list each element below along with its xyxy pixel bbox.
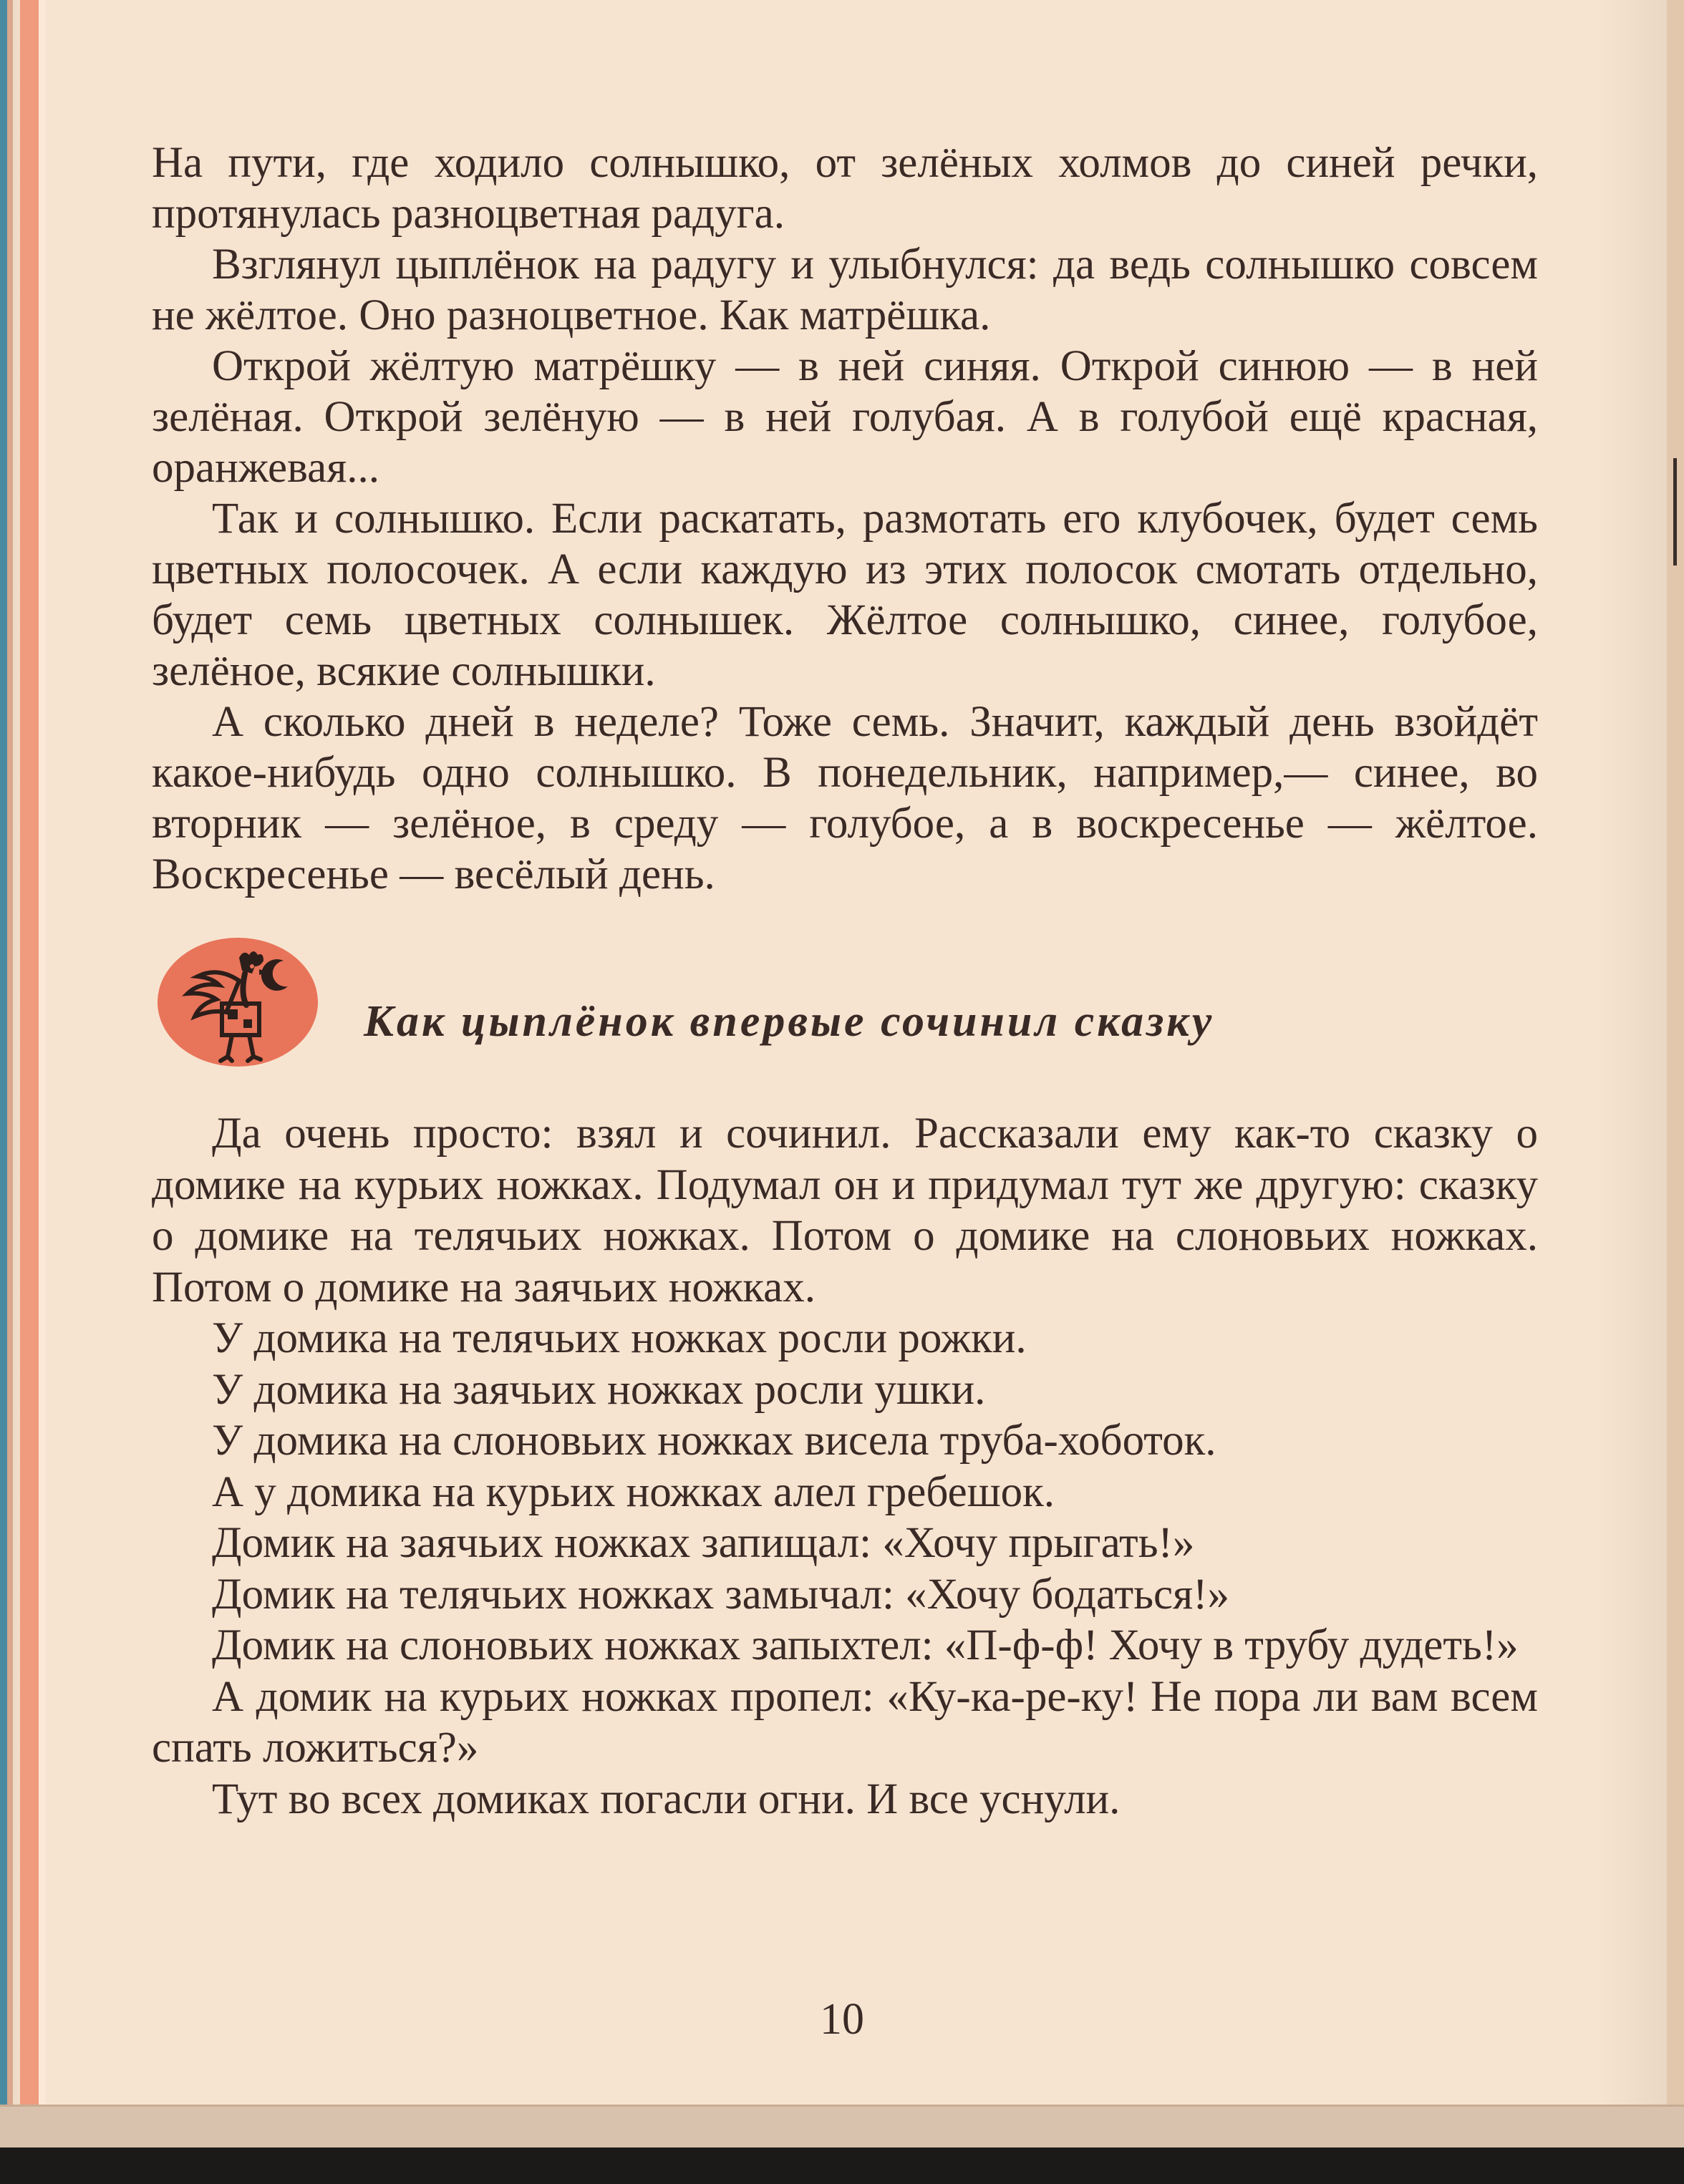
left-red-border — [20, 0, 39, 2119]
paragraph: Открой жёлтую матрёшку — в ней синяя. Открой синюю — в ней зелёная. Открой зелёную — в ней голубая. А в голубой ещё красная, оранжевая... — [152, 342, 1538, 492]
background-edge — [0, 2147, 1684, 2184]
section-2-heading: Как цыплёнок впервые сочинил сказку — [364, 997, 1215, 1046]
paragraph: А сколько дней в неделе? Тоже семь. Значит, каждый день взойдёт какое-нибудь одно солнышко. В понедельник, например,— синее, во вторник — зелёное, в среду — голубое, а в воскресенье — жёлтое. Воскресенье — весёлый день. — [152, 698, 1538, 898]
rooster-house-icon — [153, 931, 322, 1074]
paragraph: А домик на курьих ножках пропел: «Ку-ка-ре-ку! Не пора ли вам всем спать ложиться?» — [152, 1672, 1538, 1772]
left-page-edge — [0, 0, 7, 2147]
paragraph: На пути, где ходило солнышко, от зелёных холмов до синей речки, протянулась разноцветная радуга. — [152, 139, 1538, 238]
paragraph: У домика на заячьих ножках росли ушки. — [212, 1365, 986, 1414]
paragraph: У домика на телячьих ножках росли рожки. — [212, 1314, 1027, 1362]
paragraph: У домика на слоновьих ножках висела труба-хоботок. — [212, 1417, 1216, 1465]
paragraph: Домик на телячьих ножках замычал: «Хочу бодаться!» — [212, 1570, 1229, 1618]
paragraph: Домик на слоновьих ножках запыхтел: «П-ф-ф! Хочу в трубу дудеть!» — [212, 1621, 1519, 1669]
section-1-text — [152, 137, 1538, 900]
left-cream-border — [39, 0, 46, 2119]
page-number: 10 — [820, 1995, 864, 2044]
page-bottom-lip — [0, 2105, 1684, 2150]
paragraph: Тут во всех домиках погасли огни. И все уснули. — [212, 1775, 1121, 1823]
right-edge-mark — [1673, 458, 1677, 566]
paragraph: Так и солнышко. Если раскатать, размотать его клубочек, будет семь цветных полосочек. А если каждую из этих полосок смотать отдельно, будет семь цветных солнышек. Жёлтое солнышко, синее, голубое, зелёное, всякие солнышки. — [152, 495, 1538, 695]
section-2-heading-row — [152, 931, 1538, 1088]
section-2-text — [152, 1108, 1538, 1825]
left-page-stripe — [7, 0, 13, 2147]
paragraph: А у домика на курьих ножках алел гребешок. — [212, 1467, 1055, 1516]
paragraph: Да очень просто: взял и сочинил. Рассказали ему как-то сказку о домике на курьих ножках. Подумал он и придумал тут же другую: сказку о домике на телячьих ножках. Потом о домике на слоновьих ножках. Потом о домике на заячьих ножках. — [152, 1110, 1538, 1311]
paragraph: Взглянул цыплёнок на радугу и улыбнулся: да ведь солнышко совсем не жёлтое. Оно разноцветное. Как матрёшка. — [152, 241, 1538, 339]
right-page-edge — [1667, 0, 1684, 2147]
paragraph: Домик на заячьих ножках запищал: «Хочу прыгать!» — [212, 1519, 1195, 1567]
